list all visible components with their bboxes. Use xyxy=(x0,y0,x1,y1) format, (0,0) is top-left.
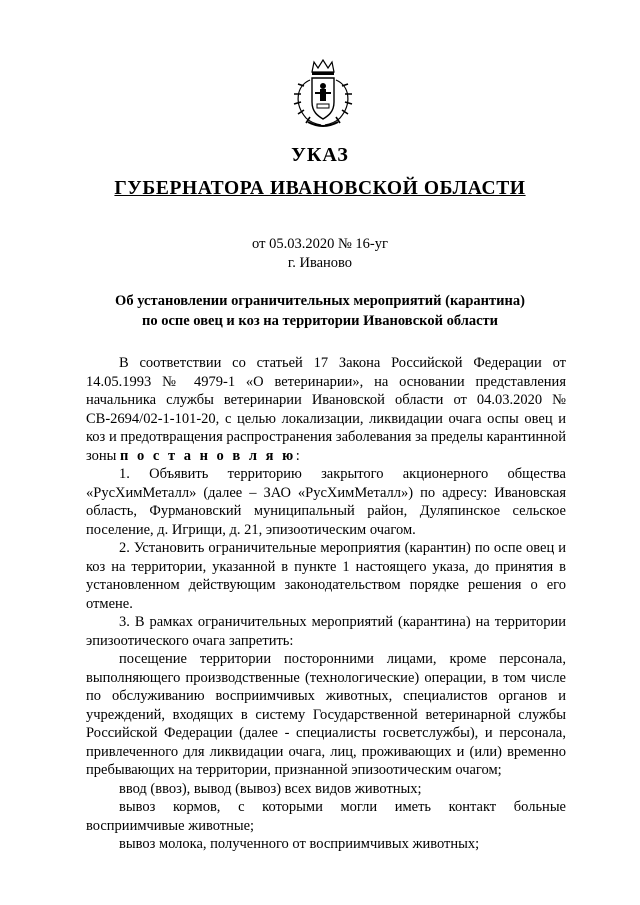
resolve-word: п о с т а н о в л я ю xyxy=(120,447,296,464)
document-body xyxy=(86,354,566,854)
subitem-milk-paragraph: вывоз молока, полученного от восприимчивых животных; xyxy=(119,836,480,852)
preamble-text: В соответствии со статьей 17 Закона Российской Федерации от 14.05.1993 № 4979-1 «О ветеринарии», на основании представления начальника службы ветеринарии Ивановской области от 04.03.2020 № СВ-2694/02-1-101-20, с целью локализации, ликвидации очага оспы овец и коз и предотвращения распространения заболевания за пределы карантинной зоны xyxy=(86,355,566,464)
subitem-visiting-paragraph: посещение территории посторонними лицами, кроме персонала, выполняющего производственные (технологические) операции, в том числе по обслуживанию восприимчивых животных, специалистов органов и учреждений, входящих в систему Государственной ветеринарной службы Российской Федерации (далее - специалисты госветслужбы), и персонала, привлеченного для ликвидации очага, лиц, проживающих и (или) временно пребывающих на территории, признанной эпизоотическим очагом; xyxy=(86,651,566,778)
subject-line-2: по оспе овец и коз на территории Ивановской области xyxy=(141,313,499,329)
preamble-paragraph xyxy=(86,354,566,465)
document-subject xyxy=(60,291,580,331)
item-2-paragraph: 2. Установить ограничительные мероприятия (карантин) по оспе овец и коз на территории, указанной в пункте 1 настоящего указа, до принятия в установленном действующим законодательством порядке решения о его отмене. xyxy=(86,540,566,612)
document-type-heading: УКАЗ xyxy=(291,144,349,166)
item-3-paragraph: 3. В рамках ограничительных мероприятий (карантина) на территории эпизоотического очага запретить: xyxy=(86,614,566,649)
item-1-paragraph: 1. Объявить территорию закрытого акционерного общества «РусХимМеталл» (далее – ЗАО «РусХимМеталл») по адресу: Ивановская область, Фурмановский муниципальный район, Дуляпинское сельское поселение, д. Игрищи, д. 21, эпизоотическим очагом. xyxy=(86,466,566,538)
subject-line-1: Об установлении ограничительных мероприятий (карантина) xyxy=(115,293,525,309)
coat-of-arms-icon xyxy=(290,58,356,130)
issuer-heading: ГУБЕРНАТОРА ИВАНОВСКОЙ ОБЛАСТИ xyxy=(114,178,526,199)
subitem-feed-paragraph: вывоз кормов, с которыми могли иметь контакт больные восприимчивые животные; xyxy=(86,799,566,834)
city-line: г. Иваново xyxy=(287,255,353,271)
resolve-colon: : xyxy=(295,447,300,464)
subitem-animals-paragraph: ввод (ввоз), вывод (вывоз) всех видов животных; xyxy=(119,780,422,797)
date-number-line: от 05.03.2020 № 16-уг xyxy=(252,236,388,252)
